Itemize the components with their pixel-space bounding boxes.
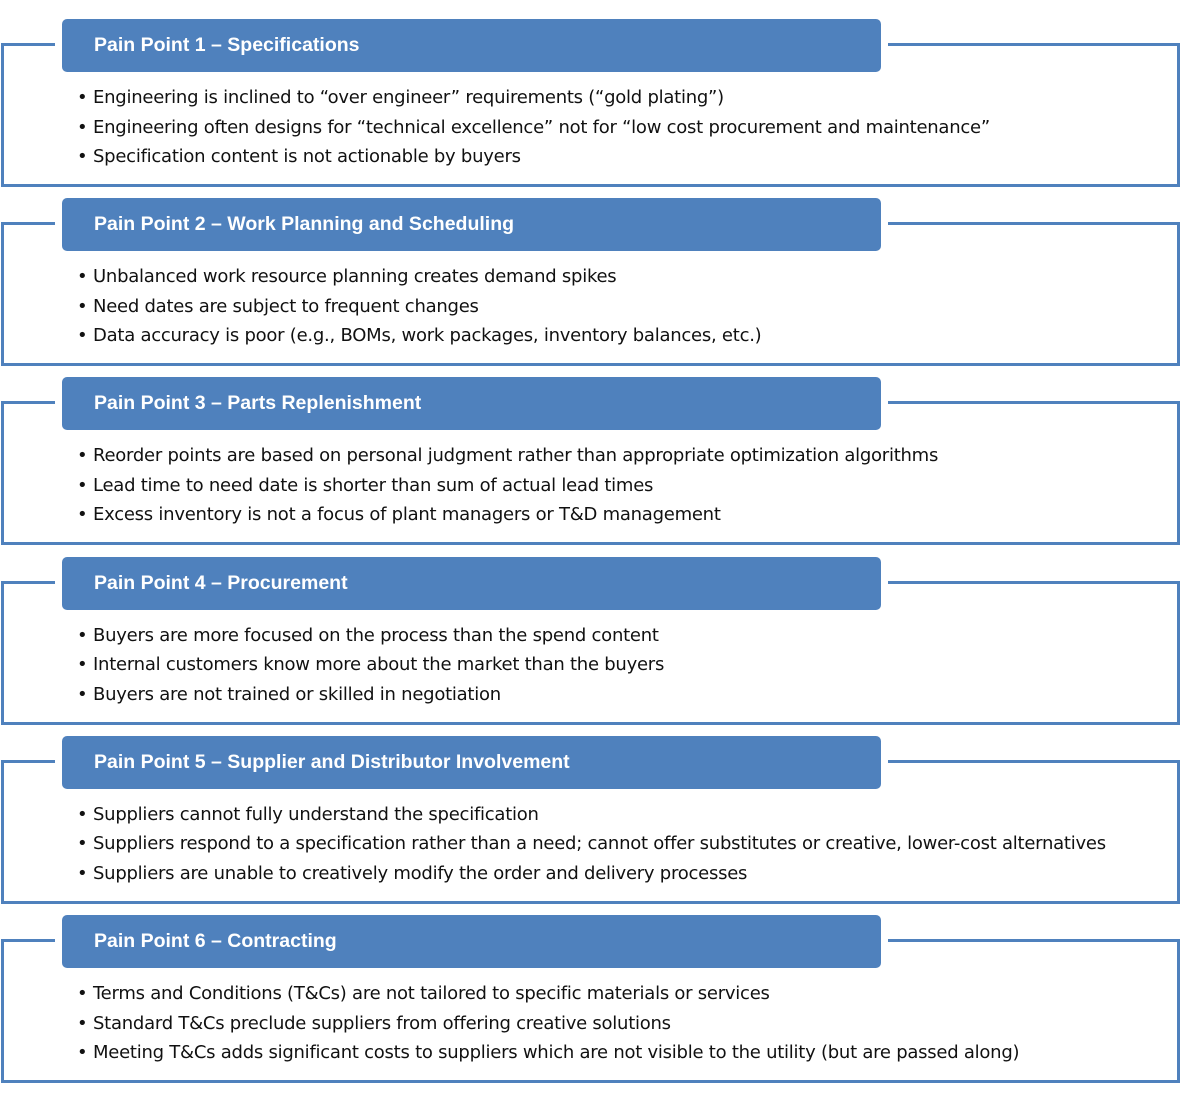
section-header (62, 19, 881, 72)
section-header (62, 915, 881, 968)
section-title: Pain Point 1 – Specifications (94, 34, 360, 56)
bullet-icon: • (77, 983, 88, 1004)
bullet-item (77, 979, 1019, 1009)
bullet-item (77, 471, 938, 501)
bullet-text: Engineering is inclined to “over engineer” requirements (“gold plating”) (93, 87, 724, 108)
section-title: Pain Point 6 – Contracting (94, 930, 337, 952)
section-title: Pain Point 3 – Parts Replenishment (94, 392, 422, 415)
bullet-item (77, 800, 1106, 830)
bullet-item (77, 441, 938, 471)
bullet-text: Suppliers are unable to creatively modify the order and delivery processes (93, 862, 748, 884)
bullet-icon: • (77, 624, 88, 646)
bullet-text: Suppliers respond to a specification rather than a need; cannot offer substitutes or creative, lower-cost alternatives (93, 833, 1106, 855)
bullet-list (77, 262, 761, 351)
bullet-icon: • (77, 87, 88, 108)
bullet-icon: • (77, 862, 88, 884)
bullet-icon: • (77, 295, 88, 317)
bullet-icon: • (77, 833, 88, 855)
bullet-item (77, 142, 990, 172)
section-title: Pain Point 4 – Procurement (94, 571, 348, 594)
bullet-icon: • (77, 683, 88, 705)
bullet-icon: • (77, 654, 88, 676)
bullet-text: Terms and Conditions (T&Cs) are not tailored to specific materials or services (93, 983, 770, 1004)
pain-point-section-5 (0, 736, 1181, 916)
bullet-icon: • (77, 146, 88, 167)
bullet-item (77, 1009, 1019, 1039)
bullet-text: Meeting T&Cs adds significant costs to suppliers which are not visible to the utility (but are passed along) (93, 1042, 1020, 1063)
section-title: Pain Point 5 – Supplier and Distributor Involvement (94, 750, 570, 773)
bullet-item (77, 829, 1106, 859)
bullet-list (77, 441, 938, 530)
pain-point-section-6 (0, 915, 1181, 1095)
bullet-list (77, 83, 990, 172)
bullet-icon: • (77, 116, 88, 138)
bullet-text: Buyers are more focused on the process than the spend content (93, 624, 659, 646)
bullet-text: Data accuracy is poor (e.g., BOMs, work packages, inventory balances, etc.) (93, 325, 762, 347)
bullet-item (77, 262, 761, 292)
bullet-icon: • (77, 1042, 88, 1063)
pain-point-section-2 (0, 198, 1181, 378)
bullet-text: Suppliers cannot fully understand the specification (93, 803, 539, 825)
bullet-list (77, 979, 1019, 1068)
bullet-item (77, 113, 990, 143)
bullet-item (77, 500, 938, 530)
section-header (62, 377, 881, 430)
bullet-text: Specification content is not actionable by buyers (93, 146, 521, 167)
section-header (62, 198, 881, 251)
bullet-icon: • (77, 445, 88, 467)
bullet-item (77, 321, 761, 351)
bullet-icon: • (77, 474, 88, 496)
pain-point-section-1 (0, 19, 1181, 199)
section-header (62, 557, 881, 610)
bullet-text: Internal customers know more about the market than the buyers (93, 654, 665, 676)
pain-point-section-3 (0, 377, 1181, 557)
bullet-icon: • (77, 266, 88, 288)
bullet-text: Excess inventory is not a focus of plant managers or T&D management (93, 504, 721, 526)
bullet-list (77, 621, 664, 710)
bullet-item (77, 621, 664, 651)
section-header (62, 736, 881, 789)
bullet-text: Buyers are not trained or skilled in negotiation (93, 683, 501, 705)
bullet-item (77, 650, 664, 680)
pain-point-section-4 (0, 557, 1181, 737)
bullet-text: Engineering often designs for “technical excellence” not for “low cost procurement and maintenance” (93, 116, 990, 138)
bullet-icon: • (77, 504, 88, 526)
bullet-text: Reorder points are based on personal judgment rather than appropriate optimization algorithms (93, 445, 939, 467)
bullet-item (77, 292, 761, 322)
bullet-text: Unbalanced work resource planning creates demand spikes (93, 266, 617, 288)
bullet-item (77, 859, 1106, 889)
bullet-text: Standard T&Cs preclude suppliers from offering creative solutions (93, 1012, 671, 1034)
bullet-icon: • (77, 325, 88, 347)
bullet-item (77, 680, 664, 710)
bullet-text: Lead time to need date is shorter than sum of actual lead times (93, 474, 654, 496)
section-title: Pain Point 2 – Work Planning and Scheduling (94, 213, 515, 236)
bullet-icon: • (77, 803, 88, 825)
bullet-text: Need dates are subject to frequent changes (93, 295, 479, 317)
bullet-item (77, 83, 990, 113)
bullet-list (77, 800, 1106, 889)
bullet-icon: • (77, 1012, 88, 1034)
bullet-item (77, 1038, 1019, 1068)
